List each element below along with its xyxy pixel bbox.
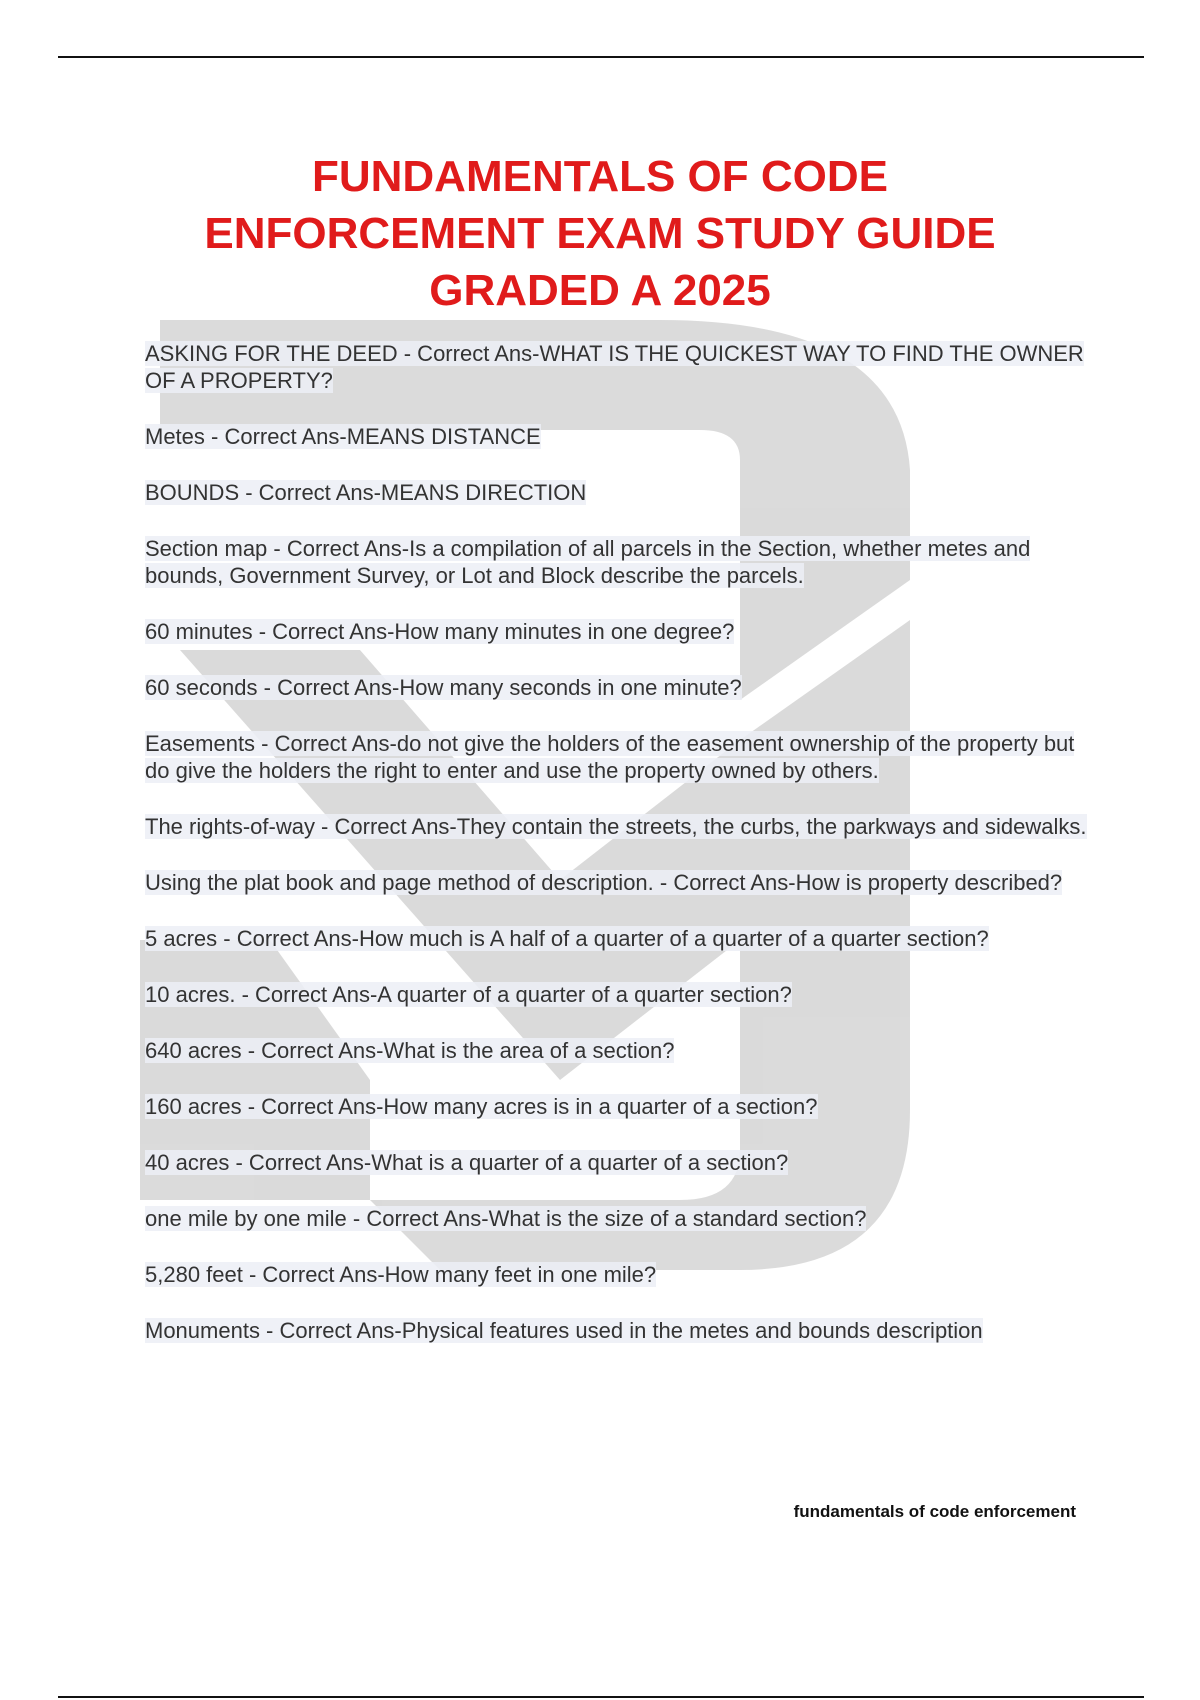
qa-text: one mile by one mile - Correct Ans-What is the size of a standard section?: [145, 1206, 867, 1231]
title-line-1: FUNDAMENTALS OF CODE: [311, 152, 889, 201]
qa-item: [145, 1037, 1095, 1064]
qa-item: [145, 674, 1095, 701]
qa-text: Easements - Correct Ans-do not give the holders of the easement ownership of the property but do give the holders the right to enter and use the property owned by others.: [145, 731, 1075, 783]
qa-item: [145, 925, 1095, 952]
qa-text: Monuments - Correct Ans-Physical features used in the metes and bounds description: [145, 1318, 983, 1343]
qa-item: [145, 479, 1095, 506]
qa-item: [145, 423, 1095, 450]
qa-text: 10 acres. - Correct Ans-A quarter of a quarter of a quarter section?: [145, 982, 792, 1007]
qa-item: [145, 730, 1095, 784]
qa-item: [145, 813, 1095, 840]
title-line-3: GRADED A 2025: [429, 266, 771, 315]
qa-item: [145, 869, 1095, 896]
qa-text: Using the plat book and page method of description. - Correct Ans-How is property described?: [145, 870, 1063, 895]
qa-text: 5,280 feet - Correct Ans-How many feet in one mile?: [145, 1262, 657, 1287]
qa-text: The rights-of-way - Correct Ans-They contain the streets, the curbs, the parkways and sidewalks.: [145, 814, 1087, 839]
qa-item: [145, 340, 1095, 394]
qa-text: 160 acres - Correct Ans-How many acres is in a quarter of a section?: [145, 1094, 818, 1119]
qa-item: [145, 1093, 1095, 1120]
qa-item: [145, 1317, 1095, 1344]
qa-text: 60 minutes - Correct Ans-How many minutes in one degree?: [145, 619, 735, 644]
qa-item: [145, 1205, 1095, 1232]
bottom-rule: [58, 1696, 1144, 1698]
top-rule: [58, 56, 1144, 58]
qa-text: 5 acres - Correct Ans-How much is A half of a quarter of a quarter of a quarter section?: [145, 926, 989, 951]
footer-text: fundamentals of code enforcement: [793, 1502, 1076, 1521]
qa-text: ASKING FOR THE DEED - Correct Ans-WHAT IS THE QUICKEST WAY TO FIND THE OWNER OF A PROPERTY?: [145, 341, 1084, 393]
qa-list: [145, 340, 1095, 1373]
qa-text: 60 seconds - Correct Ans-How many seconds in one minute?: [145, 675, 742, 700]
qa-text: Section map - Correct Ans-Is a compilation of all parcels in the Section, whether metes and bounds, Government Survey, or Lot and Block describe the parcels.: [145, 536, 1031, 588]
qa-item: [145, 981, 1095, 1008]
qa-text: 640 acres - Correct Ans-What is the area of a section?: [145, 1038, 675, 1063]
qa-item: [145, 535, 1095, 589]
qa-item: [145, 1149, 1095, 1176]
document-title: [100, 148, 1100, 319]
qa-text: 40 acres - Correct Ans-What is a quarter of a quarter of a section?: [145, 1150, 789, 1175]
title-line-2: ENFORCEMENT EXAM STUDY GUIDE: [204, 209, 996, 258]
qa-text: Metes - Correct Ans-MEANS DISTANCE: [145, 424, 541, 449]
qa-text: BOUNDS - Correct Ans-MEANS DIRECTION: [145, 480, 587, 505]
qa-item: [145, 618, 1095, 645]
qa-item: [145, 1261, 1095, 1288]
